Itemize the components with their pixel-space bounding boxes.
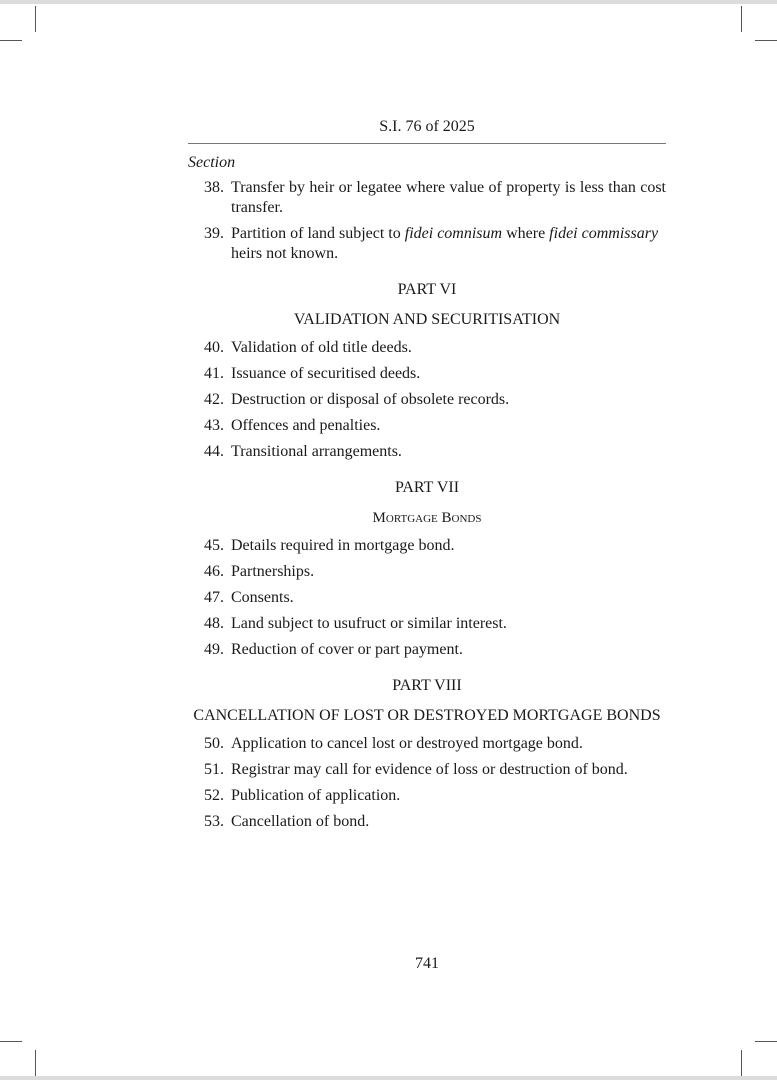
item-text: Destruction or disposal of obsolete records. [231, 391, 510, 408]
part-title: CANCELLATION OF LOST OR DESTROYED MORTGAGE BONDS [193, 707, 661, 724]
item-number: 38 . [188, 178, 225, 218]
list-item [188, 536, 666, 556]
item-text: Validation of old title deeds. [231, 339, 412, 356]
item-text: Details required in mortgage bond. [231, 537, 455, 554]
item-text: Reduction of cover or part payment. [231, 641, 463, 658]
bottom-edge [0, 1076, 777, 1080]
item-text: Transfer by heir or legatee where value of property is less than cost transfer. [231, 179, 666, 216]
list-item [188, 178, 666, 218]
item-number: 42 . [188, 390, 225, 410]
page-number: 741 [415, 955, 439, 972]
part-title: Mortgage Bonds [372, 510, 482, 526]
part-heading: PART VI [397, 281, 457, 298]
item-text: Consents. [231, 589, 294, 606]
item-number: 49 . [188, 640, 225, 660]
item-number: 51 . [188, 760, 225, 780]
item-number: 44 . [188, 442, 225, 462]
crop-mark-top-right-horizontal [755, 40, 777, 41]
list-item [188, 812, 666, 832]
item-text: Transitional arrangements. [231, 443, 402, 460]
item-text-italic: fidei comnisum [404, 225, 503, 242]
item-text [225, 224, 666, 264]
item-number: 45 . [188, 536, 225, 556]
item-text: Offences and penalties. [231, 417, 381, 434]
crop-mark-bottom-left-vertical [35, 1050, 36, 1076]
list-item [188, 588, 666, 608]
item-text: Application to cancel lost or destroyed mortgage bond. [231, 735, 583, 752]
list-item [188, 224, 666, 264]
crop-mark-top-left-vertical [35, 6, 36, 32]
list-item [188, 786, 666, 806]
item-number: 52 . [188, 786, 225, 806]
crop-mark-top-left-horizontal [0, 40, 22, 41]
crop-mark-bottom-right-vertical [741, 1050, 742, 1076]
item-number: 41 . [188, 364, 225, 384]
item-text-part: where [502, 225, 550, 242]
list-item [188, 390, 666, 410]
list-item [188, 640, 666, 660]
list-item [188, 338, 666, 358]
list-item [188, 562, 666, 582]
item-number: 39 . [188, 224, 225, 264]
part-heading: PART VIII [392, 677, 462, 694]
table-of-contents [188, 178, 666, 838]
crop-mark-bottom-left-horizontal [0, 1041, 22, 1042]
list-item [188, 614, 666, 634]
item-text-part: heirs not known. [231, 245, 339, 262]
part-heading: PART VII [394, 479, 460, 496]
crop-mark-top-right-vertical [741, 6, 742, 32]
item-text-italic: fidei commissary [549, 225, 659, 242]
section-label: Section [188, 154, 236, 171]
top-edge [0, 0, 777, 4]
item-number: 53 . [188, 812, 225, 832]
item-number: 46 . [188, 562, 225, 582]
item-number: 47 . [188, 588, 225, 608]
crop-mark-bottom-right-horizontal [755, 1041, 777, 1042]
list-item [188, 364, 666, 384]
item-text: Land subject to usufruct or similar interest. [231, 615, 507, 632]
part-title: VALIDATION AND SECURITISATION [293, 311, 561, 328]
item-text: Issuance of securitised deeds. [231, 365, 421, 382]
item-number: 40 . [188, 338, 225, 358]
list-item [188, 734, 666, 754]
item-text: Registrar may call for evidence of loss or destruction of bond. [231, 761, 628, 778]
list-item [188, 760, 666, 780]
item-text-part: Partition of land subject to [231, 225, 405, 242]
item-text: Publication of application. [231, 787, 401, 804]
item-number: 48 . [188, 614, 225, 634]
page-header: S.I. 76 of 2025 [379, 118, 475, 135]
item-number: 43 . [188, 416, 225, 436]
item-text: Cancellation of bond. [231, 813, 370, 830]
list-item [188, 416, 666, 436]
item-text: Partnerships. [231, 563, 315, 580]
header-rule [188, 143, 666, 144]
list-item [188, 442, 666, 462]
item-number: 50 . [188, 734, 225, 754]
